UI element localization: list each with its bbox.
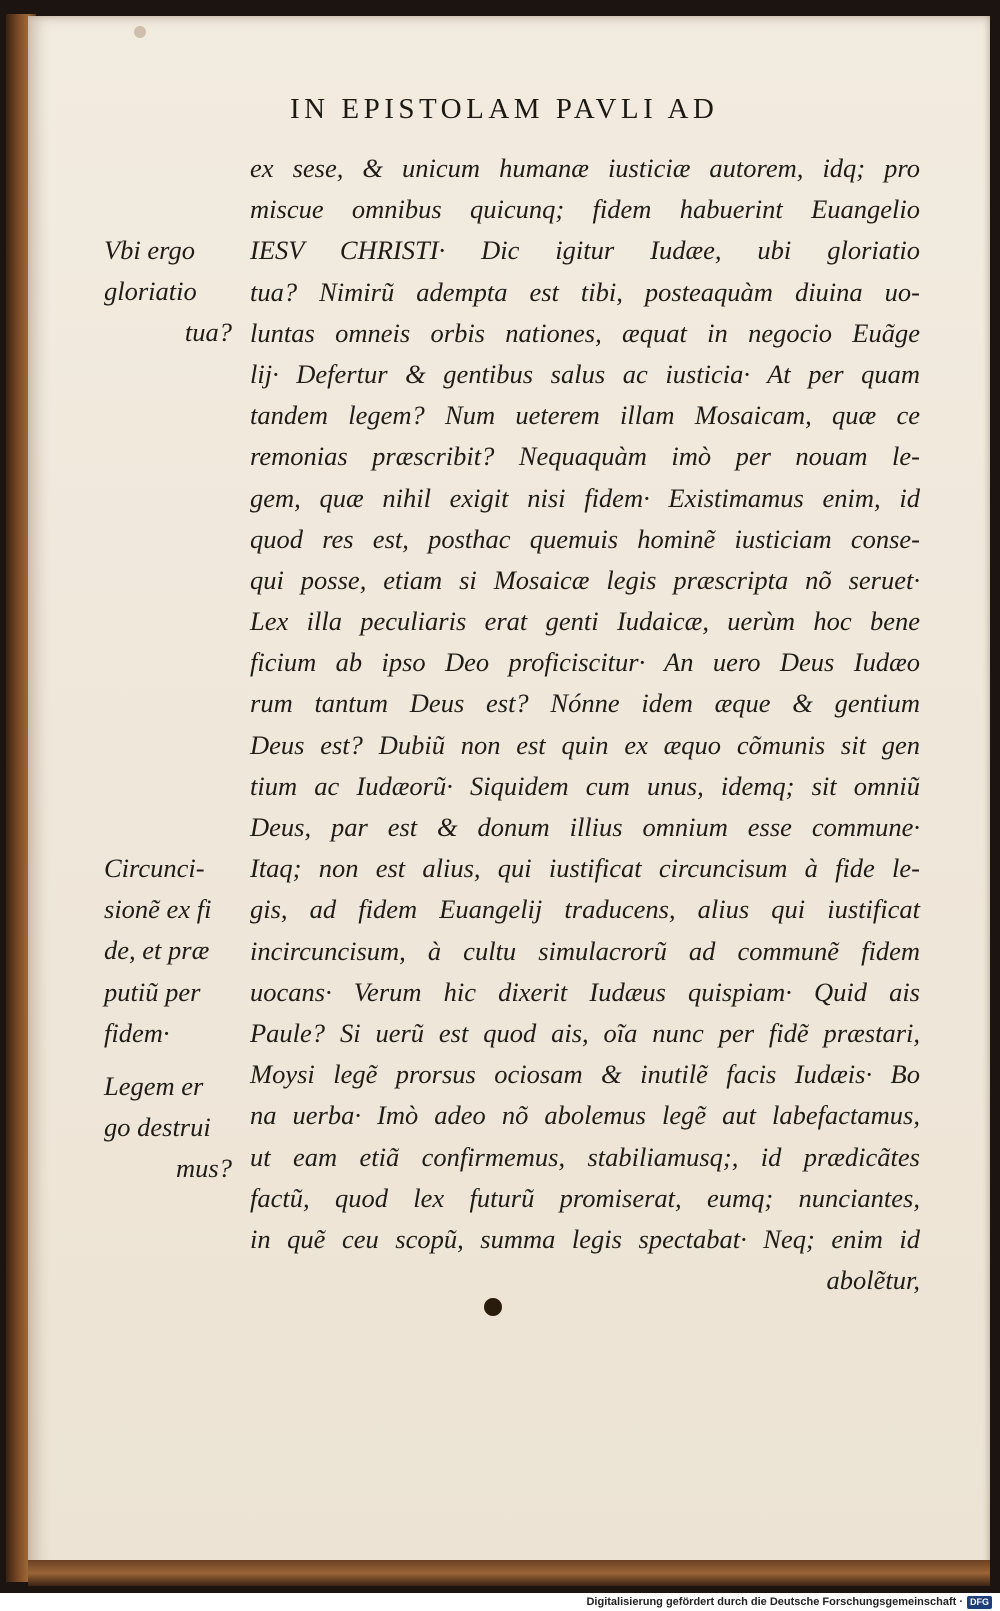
text-line: uocans· Verum hic dixerit Iudæus quispiam· Quid ais [250, 976, 920, 1007]
text-line: lij· Defertur & gentibus salus ac iusticia· At per quam [250, 358, 920, 389]
text-line: tandem legem? Num ueterem illam Mosaicam, quæ ce [250, 400, 920, 431]
digitization-credit [586, 1594, 992, 1611]
text-line: tium ac Iudæorũ· Siquidem cum unus, idemq; sit omniũ [250, 770, 920, 801]
margin-note-line: Vbi ergo [104, 235, 196, 265]
margin-note-legem [104, 1066, 232, 1190]
margin-note-gloriatio [104, 230, 232, 354]
page-bottom-edge [28, 1560, 990, 1586]
text-line: Itaq; non est alius, qui iustificat circuncisum à fide le- [250, 853, 920, 884]
margin-note-line: putiũ per [104, 976, 201, 1007]
running-head: IN EPISTOLAM PAVLI AD [290, 93, 719, 125]
text-line: in quẽ ceu scopũ, summa legis spectabat· Neq; enim id [250, 1223, 920, 1254]
margin-note-line: tua? [184, 317, 232, 348]
credit-text: Digitalisierung gefördert durch die Deutsche Forschungsgemeinschaft · [586, 1596, 963, 1608]
text-line: Moysi legẽ prorsus ociosam & inutilẽ facis Iudæis· Bo [250, 1059, 920, 1090]
text-line: ut eam etiã confirmemus, stabiliamusq;, id prædicãtes [250, 1141, 920, 1172]
text-line: Deus est? Dubiũ non est quin ex æquo cõmunis sit gen [250, 729, 920, 760]
text-line: ex sese, & unicum humanæ iusticiæ autorem, idq; pro [250, 153, 920, 183]
text-line: tua? Nimirũ adempta est tibi, posteaquàm diuina uo- [250, 276, 920, 307]
text-line: na uerba· Imò adeo nõ abolemus legẽ aut labefactamus, [250, 1100, 920, 1131]
paper-stain [134, 26, 146, 38]
margin-note-line: Circunci- [104, 853, 205, 883]
text-line: miscue omnibus quicunq; fidem habuerint Euangelio [250, 194, 920, 225]
body-text [250, 148, 920, 1301]
margin-note-line: gloriatio [104, 276, 197, 307]
margin-note-line: de, et præ [104, 935, 210, 966]
text-line: gem, quæ nihil exigit nisi fidem· Existimamus enim, id [250, 482, 920, 513]
text-line: qui posse, etiam si Mosaicæ legis præscripta nõ seruet· [250, 564, 920, 595]
text-line: Deus, par est & donum illius omnium esse commune· [250, 812, 920, 842]
text-line: Paule? Si uerũ est quod ais, oĩa nunc per fidẽ præstari, [250, 1017, 920, 1048]
text-line: IESV CHRISTI· Dic igitur Iudæe, ubi gloriatio [250, 235, 920, 266]
text-line: Lex illa peculiaris erat genti Iudaicæ, uerùm hoc bene [250, 606, 920, 637]
margin-note-line: Legem er [104, 1071, 204, 1101]
text-line: gis, ad fidem Euangelij traducens, alius qui iustificat [250, 894, 920, 925]
text-line: remonias præscribit? Nequaquàm imò per nouam le- [250, 441, 920, 472]
text-line: factũ, quod lex futurũ promiserat, eumq; nunciantes, [250, 1182, 920, 1213]
text-line: incircuncisum, à cultu simulacrorũ ad communẽ fidem [250, 935, 920, 966]
margin-note-line: mus? [176, 1153, 232, 1184]
text-line: luntas omneis orbis nationes, æquat in negocio Euãge [250, 317, 920, 348]
catchword: abolẽtur, [826, 1265, 920, 1296]
margin-note-line: fidem· [104, 1017, 170, 1048]
text-line: rum tantum Deus est? Nónne idem æque & gentium [250, 688, 920, 719]
dfg-logo: DFG [967, 1596, 992, 1609]
text-line: quod res est, posthac quemuis hominẽ iusticiam conse- [250, 523, 920, 554]
margin-note-line: go destrui [104, 1112, 211, 1143]
text-line: ficium ab ipso Deo proficiscitur· An uero Deus Iudæo [250, 647, 920, 678]
margin-note-line: sionẽ ex fi [104, 894, 212, 925]
ink-blot [484, 1298, 502, 1316]
margin-note-circuncisio [104, 848, 232, 1054]
